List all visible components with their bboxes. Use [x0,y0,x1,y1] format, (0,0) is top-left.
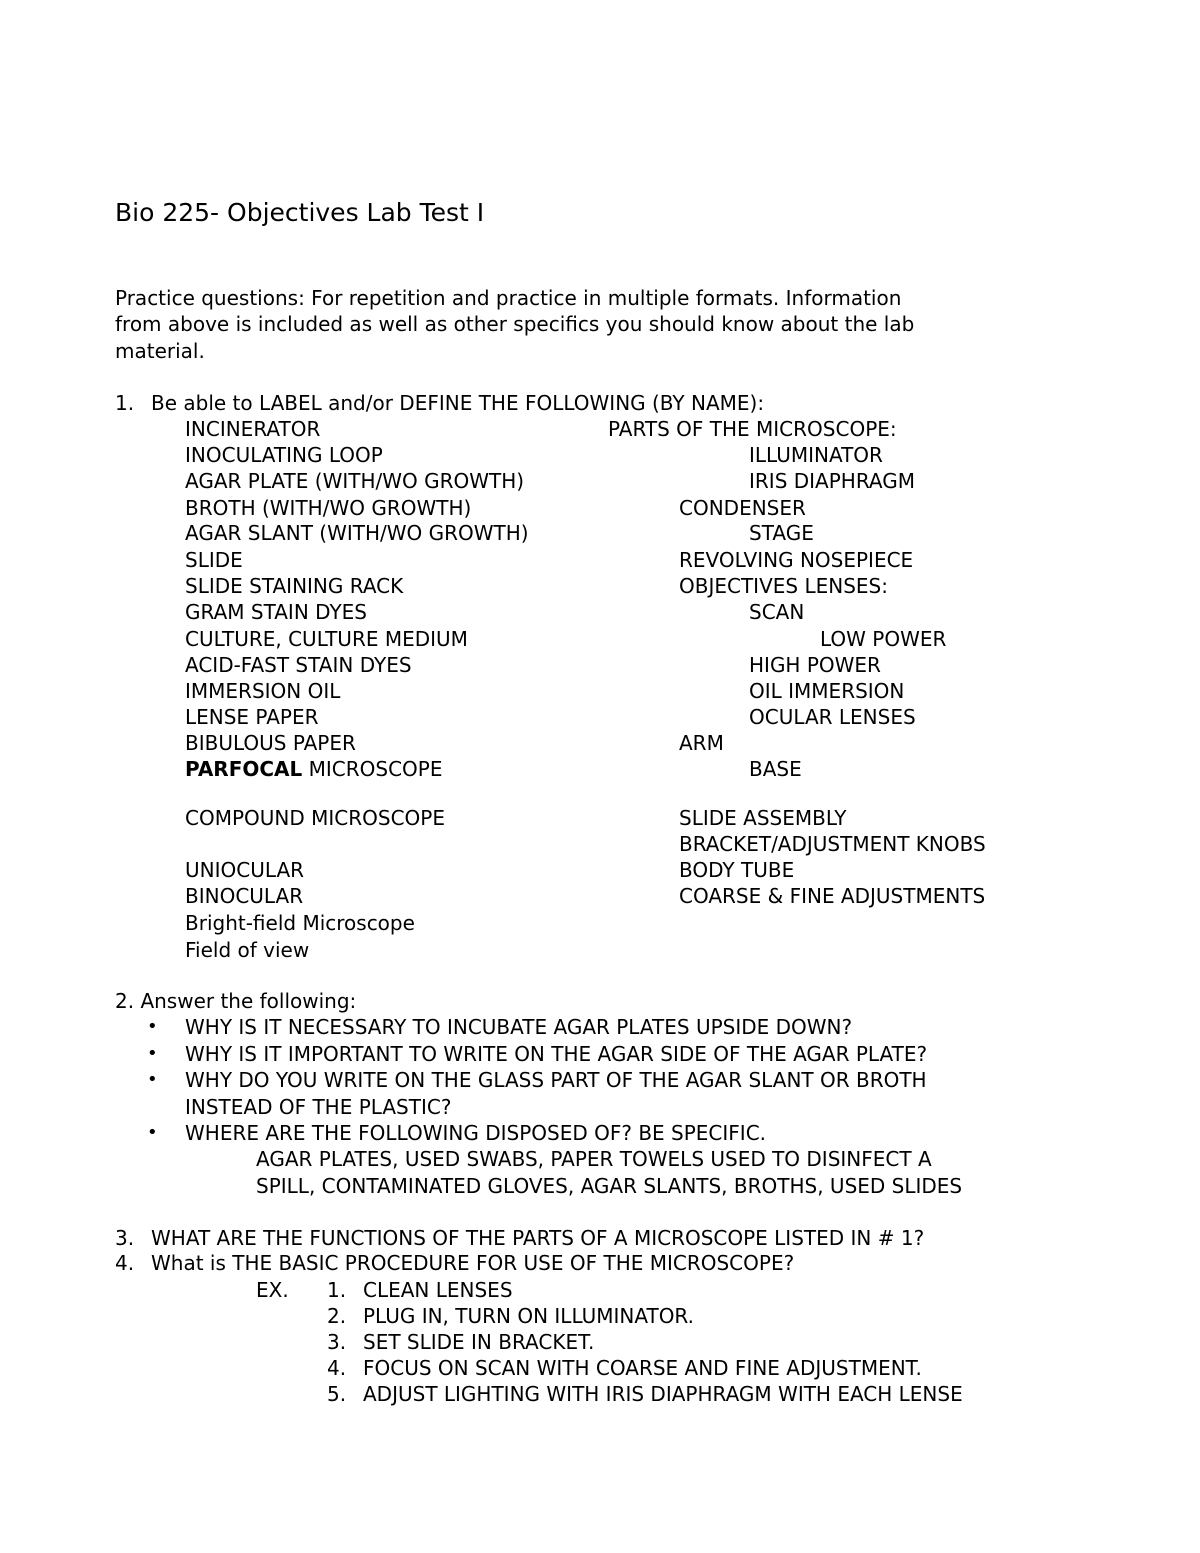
step-text: FOCUS ON SCAN WITH COARSE AND FINE ADJUSTMENT. [363,1356,922,1380]
parfocal-rest-text: MICROSCOPE [302,757,443,781]
list-item: SLIDE STAINING RACK [185,574,404,598]
q3-text: WHAT ARE THE FUNCTIONS OF THE PARTS OF A MICROSCOPE LISTED IN # 1? [151,1226,925,1250]
list-item: OIL IMMERSION [749,679,905,703]
q1-number: 1. [115,391,135,415]
list-item: WHY IS IT NECESSARY TO INCUBATE AGAR PLATES UPSIDE DOWN? [185,1015,853,1039]
list-item: ILLUMINATOR [749,443,883,467]
list-item: BIBULOUS PAPER [185,731,356,755]
list-item: AGAR SLANT (WITH/WO GROWTH) [185,521,529,545]
list-item: IRIS DIAPHRAGM [749,469,915,493]
q2-heading: 2. Answer the following: [115,989,357,1013]
list-item: UNIOCULAR [185,858,305,882]
list-item: ACID-FAST STAIN DYES [185,653,412,677]
list-item: CULTURE, CULTURE MEDIUM [185,627,468,651]
step-number: 4. [327,1356,347,1380]
intro-line-3: material. [115,339,205,363]
list-item: LOW POWER [820,627,947,651]
list-item: GRAM STAIN DYES [185,600,367,624]
list-item: BASE [749,757,802,781]
q1-heading: Be able to LABEL and/or DEFINE THE FOLLOWING (BY NAME): [151,391,765,415]
q3-number: 3. [115,1226,135,1250]
list-item: BODY TUBE [679,858,795,882]
step-number: 1. [327,1278,347,1302]
list-item-continuation: INSTEAD OF THE PLASTIC? [185,1095,452,1119]
list-item: INOCULATING LOOP [185,443,383,467]
list-item: COMPOUND MICROSCOPE [185,806,445,830]
intro-line-2: from above is included as well as other specifics you should know about the lab [115,312,915,336]
step-text: ADJUST LIGHTING WITH IRIS DIAPHRAGM WITH EACH LENSE [363,1382,963,1406]
list-item: AGAR PLATE (WITH/WO GROWTH) [185,469,525,493]
disposal-line-2: SPILL, CONTAMINATED GLOVES, AGAR SLANTS, BROTHS, USED SLIDES [256,1174,963,1198]
microscope-parts-heading: PARTS OF THE MICROSCOPE: [608,417,897,441]
bullet-icon: • [147,1016,158,1037]
list-item: IMMERSION OIL [185,679,341,703]
list-item: BROTH (WITH/WO GROWTH) [185,496,472,520]
list-item: SLIDE ASSEMBLY [679,806,847,830]
step-number: 3. [327,1330,347,1354]
step-number: 5. [327,1382,347,1406]
list-item: WHY IS IT IMPORTANT TO WRITE ON THE AGAR SIDE OF THE AGAR PLATE? [185,1042,928,1066]
step-number: 2. [327,1304,347,1328]
list-item: SCAN [749,600,805,624]
parfocal-bold-text: PARFOCAL [185,757,303,781]
bullet-icon: • [147,1069,158,1090]
list-item: SLIDE [185,548,243,572]
example-label: EX. [256,1278,289,1302]
list-item: OBJECTIVES LENSES: [679,574,888,598]
list-item: BRACKET/ADJUSTMENT KNOBS [679,832,986,856]
list-item-parfocal [185,756,442,782]
list-item: CONDENSER [679,496,806,520]
list-item: BINOCULAR [185,884,304,908]
intro-line-1: Practice questions: For repetition and practice in multiple formats. Information [115,286,902,310]
list-item: Bright-field Microscope [185,911,415,935]
list-item: ARM [679,731,724,755]
document-title: Bio 225- Objectives Lab Test I [115,198,485,227]
list-item: OCULAR LENSES [749,705,916,729]
list-item: WHY DO YOU WRITE ON THE GLASS PART OF THE AGAR SLANT OR BROTH [185,1068,927,1092]
q4-number: 4. [115,1251,135,1275]
q4-text: What is THE BASIC PROCEDURE FOR USE OF THE MICROSCOPE? [151,1251,795,1275]
bullet-icon: • [147,1043,158,1064]
list-item: REVOLVING NOSEPIECE [679,548,914,572]
list-item: Field of view [185,938,310,962]
step-text: PLUG IN, TURN ON ILLUMINATOR. [363,1304,694,1328]
list-item: INCINERATOR [185,417,321,441]
bullet-icon: • [147,1122,158,1143]
disposal-line-1: AGAR PLATES, USED SWABS, PAPER TOWELS USED TO DISINFECT A [256,1147,932,1171]
list-item: HIGH POWER [749,653,881,677]
list-item: WHERE ARE THE FOLLOWING DISPOSED OF? BE SPECIFIC. [185,1121,767,1145]
list-item: STAGE [749,521,814,545]
list-item: LENSE PAPER [185,705,319,729]
step-text: SET SLIDE IN BRACKET. [363,1330,595,1354]
step-text: CLEAN LENSES [363,1278,513,1302]
list-item: COARSE & FINE ADJUSTMENTS [679,884,986,908]
